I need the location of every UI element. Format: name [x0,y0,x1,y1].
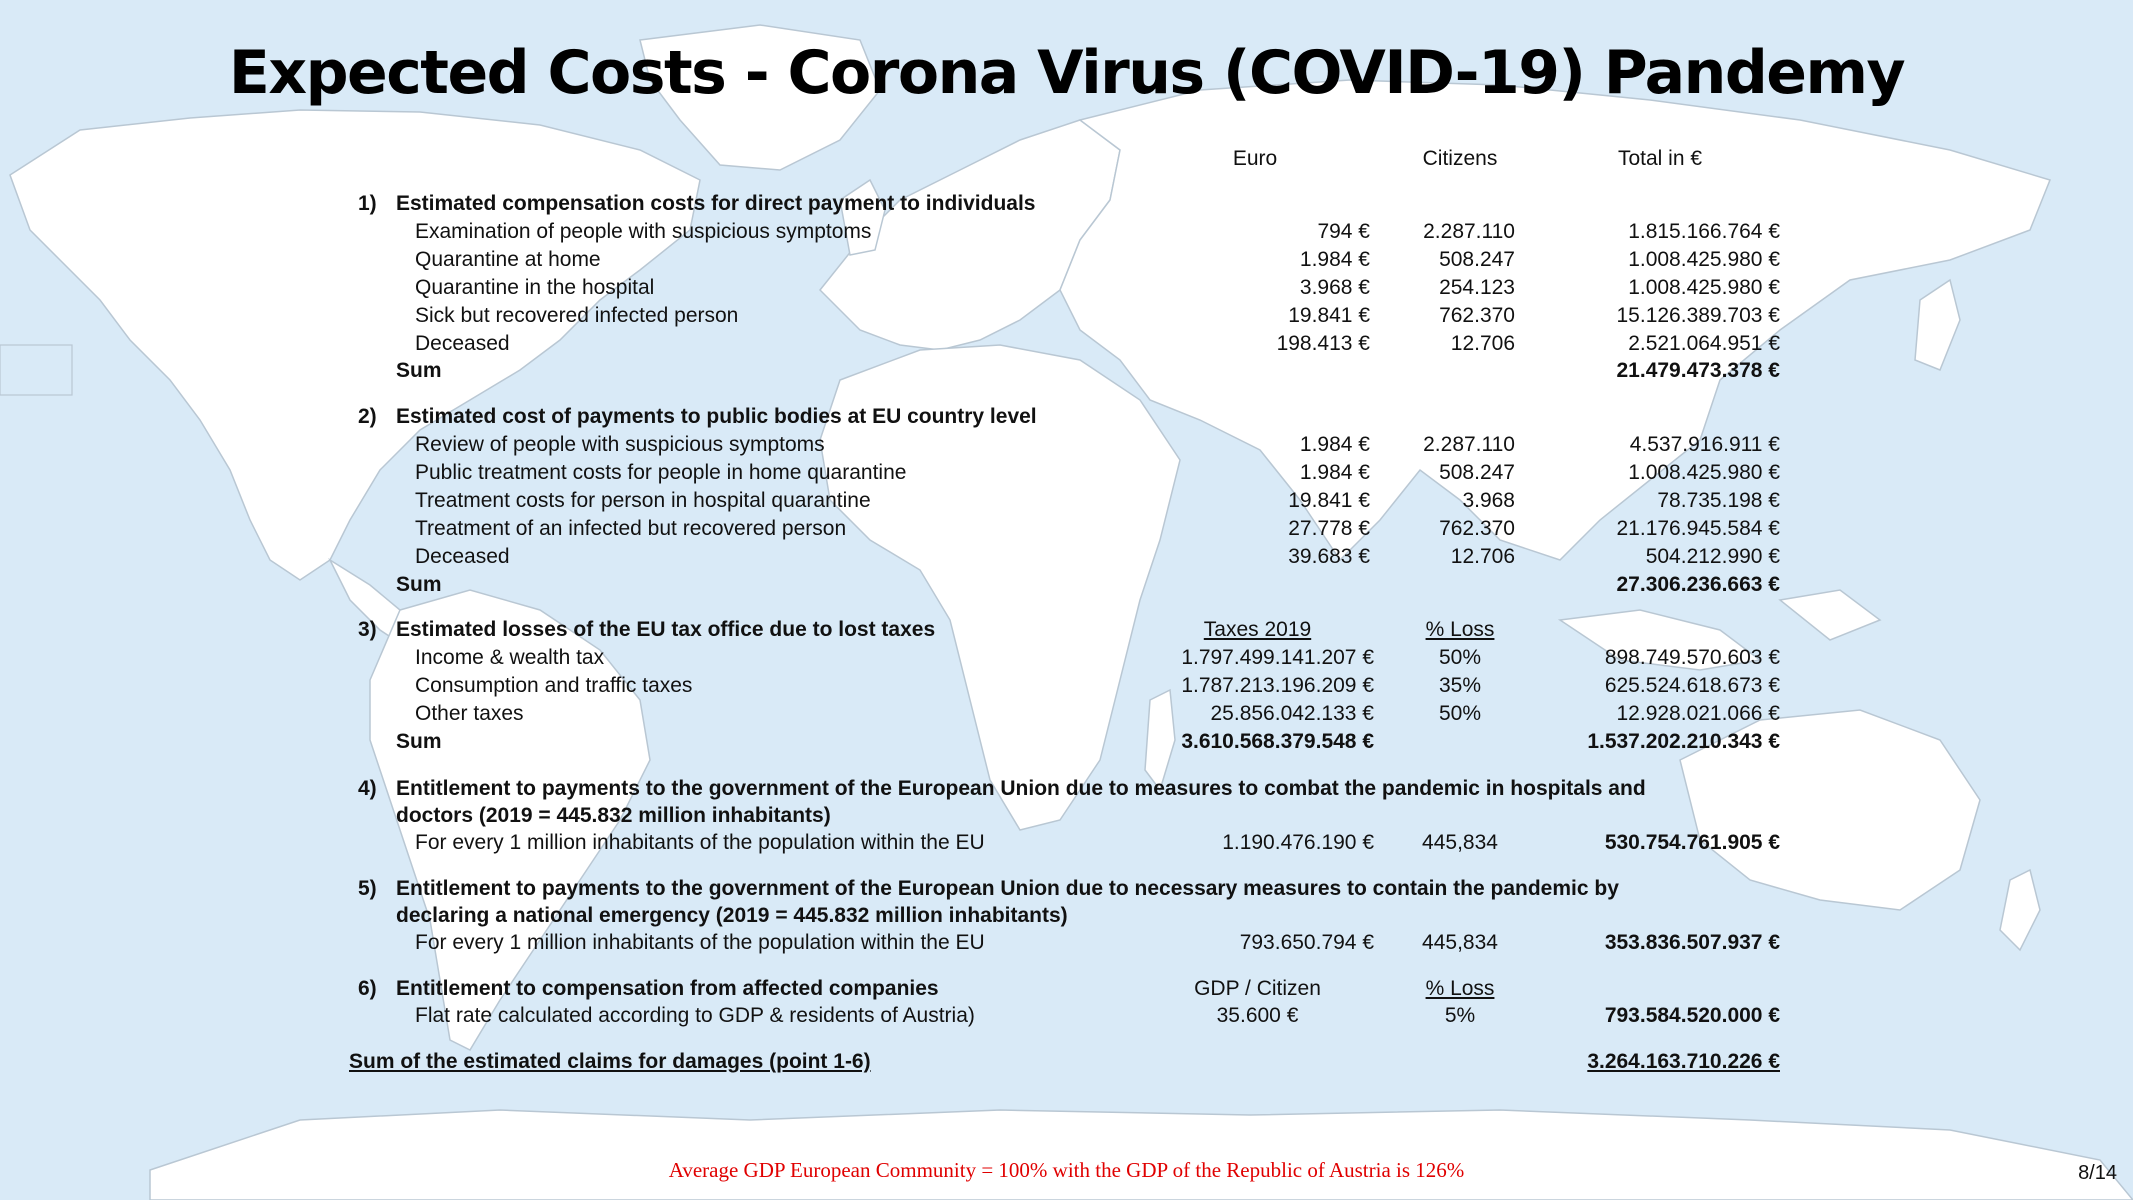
section-3-number: 3) [358,618,377,641]
s1-row-label: Quarantine in the hospital [415,276,655,299]
s3-row-taxes: 1.797.499.141.207 € [1181,646,1374,669]
s3-row-taxes: 1.787.213.196.209 € [1181,674,1374,697]
grand-total-label: Sum of the estimated claims for damages (point 1-6) [349,1050,871,1073]
s3-sum-label: Sum [396,730,442,753]
grand-total-value: 3.264.163.710.226 € [1587,1050,1780,1073]
s2-row-citizens: 3.968 [1462,489,1515,512]
s2-row-citizens: 12.706 [1450,545,1515,568]
section-2-heading: Estimated cost of payments to public bodies at EU country level [396,405,1037,428]
section-5-heading-line1: Entitlement to payments to the government of the European Union due to necessary measures to contain the pandemic by [396,877,1619,900]
s4-row-label: For every 1 million inhabitants of the population within the EU [415,831,985,854]
s5-row-label: For every 1 million inhabitants of the population within the EU [415,931,985,954]
s2-sum-total: 27.306.236.663 € [1616,573,1780,596]
s2-row-citizens: 508.247 [1439,461,1515,484]
s1-row-citizens: 2.287.110 [1423,220,1515,243]
s1-row-label: Quarantine at home [415,248,601,271]
s3-column-loss: % Loss [1425,618,1495,641]
s2-row-total: 504.212.990 € [1645,545,1780,568]
s5-row-euro: 793.650.794 € [1239,931,1374,954]
s3-row-loss: 35% [1438,674,1482,697]
s1-row-citizens: 762.370 [1439,304,1515,327]
s6-row-gdp: 35.600 € [1216,1004,1299,1027]
s2-row-label: Review of people with suspicious symptoms [415,433,825,456]
s5-row-citizens: 445,834 [1422,931,1498,954]
s2-sum-label: Sum [396,573,442,596]
s3-row-total: 898.749.570.603 € [1604,646,1780,669]
section-4-number: 4) [358,777,377,800]
s2-row-total: 1.008.425.980 € [1628,461,1780,484]
s3-row-total: 625.524.618.673 € [1604,674,1780,697]
s1-sum-total: 21.479.473.378 € [1616,359,1780,382]
section-1-heading: Estimated compensation costs for direct payment to individuals [396,192,1036,215]
s3-row-loss: 50% [1438,702,1482,725]
column-header-total: Total in € [1617,147,1703,170]
page-title: Expected Costs - Corona Virus (COVID-19) Pandemy [228,38,1905,108]
s3-row-label: Other taxes [415,702,524,725]
s2-row-euro: 27.778 € [1288,517,1370,540]
s2-row-euro: 19.841 € [1288,489,1370,512]
s1-row-euro: 19.841 € [1288,304,1370,327]
s1-row-total: 1.815.166.764 € [1628,220,1780,243]
s1-row-total: 1.008.425.980 € [1628,276,1780,299]
s1-row-euro: 1.984 € [1299,248,1370,271]
s3-row-label: Income & wealth tax [415,646,605,669]
s1-row-citizens: 508.247 [1439,248,1515,271]
column-header-citizens: Citizens [1422,147,1498,170]
s6-row-total: 793.584.520.000 € [1604,1004,1780,1027]
s4-row-total: 530.754.761.905 € [1604,831,1780,854]
s2-row-label: Treatment of an infected but recovered person [415,517,847,540]
page-number: 8/14 [2078,1162,2117,1184]
s3-row-total: 12.928.021.066 € [1616,702,1780,725]
section-4-heading-line1: Entitlement to payments to the government of the European Union due to measures to combat the pandemic in hospitals and [396,777,1646,800]
section-3-heading: Estimated losses of the EU tax office due to lost taxes [396,618,936,641]
s2-row-total: 4.537.916.911 € [1629,433,1780,456]
s1-row-citizens: 12.706 [1450,332,1515,355]
s2-row-citizens: 762.370 [1439,517,1515,540]
footnote: Average GDP European Community = 100% with the GDP of the Republic of Austria is 126% [668,1158,1465,1182]
s3-column-taxes-2019: Taxes 2019 [1203,618,1312,641]
s2-row-label: Treatment costs for person in hospital quarantine [415,489,871,512]
s2-row-euro: 1.984 € [1299,461,1370,484]
s3-row-taxes: 25.856.042.133 € [1210,702,1374,725]
section-1-number: 1) [358,192,377,215]
s1-row-total: 1.008.425.980 € [1628,248,1780,271]
s2-row-citizens: 2.287.110 [1423,433,1515,456]
section-5-number: 5) [358,877,377,900]
section-6-number: 6) [358,977,377,1000]
s1-row-euro: 794 € [1317,220,1370,243]
s2-row-euro: 39.683 € [1288,545,1370,568]
s1-row-total: 15.126.389.703 € [1616,304,1780,327]
s1-row-euro: 3.968 € [1299,276,1370,299]
s6-column-loss: % Loss [1425,977,1495,1000]
s1-row-label: Sick but recovered infected person [415,304,739,327]
s2-row-total: 21.176.945.584 € [1616,517,1780,540]
s1-row-label: Deceased [415,332,510,355]
s2-row-euro: 1.984 € [1299,433,1370,456]
s1-row-label: Examination of people with suspicious symptoms [415,220,872,243]
s3-row-label: Consumption and traffic taxes [415,674,693,697]
s6-row-label: Flat rate calculated according to GDP & residents of Austria) [415,1004,975,1027]
s3-sum-taxes: 3.610.568.379.548 € [1181,730,1374,753]
s1-sum-label: Sum [396,359,442,382]
s3-row-loss: 50% [1438,646,1482,669]
column-header-euro: Euro [1232,147,1278,170]
s2-row-label: Deceased [415,545,510,568]
s6-row-loss: 5% [1444,1004,1476,1027]
s1-row-citizens: 254.123 [1439,276,1515,299]
s5-row-total: 353.836.507.937 € [1604,931,1780,954]
section-4-heading-line2: doctors (2019 = 445.832 million inhabitants) [396,804,831,827]
section-5-heading-line2: declaring a national emergency (2019 = 445.832 million inhabitants) [396,904,1068,927]
s2-row-total: 78.735.198 € [1657,489,1780,512]
s4-row-euro: 1.190.476.190 € [1222,831,1374,854]
s2-row-label: Public treatment costs for people in home quarantine [415,461,907,484]
section-6-heading: Entitlement to compensation from affected companies [396,977,939,1000]
s6-column-gdp-citizen: GDP / Citizen [1194,977,1321,1000]
s1-row-euro: 198.413 € [1276,332,1370,355]
s3-sum-total: 1.537.202.210.343 € [1587,730,1780,753]
s1-row-total: 2.521.064.951 € [1628,332,1780,355]
section-2-number: 2) [358,405,377,428]
s4-row-citizens: 445,834 [1422,831,1498,854]
